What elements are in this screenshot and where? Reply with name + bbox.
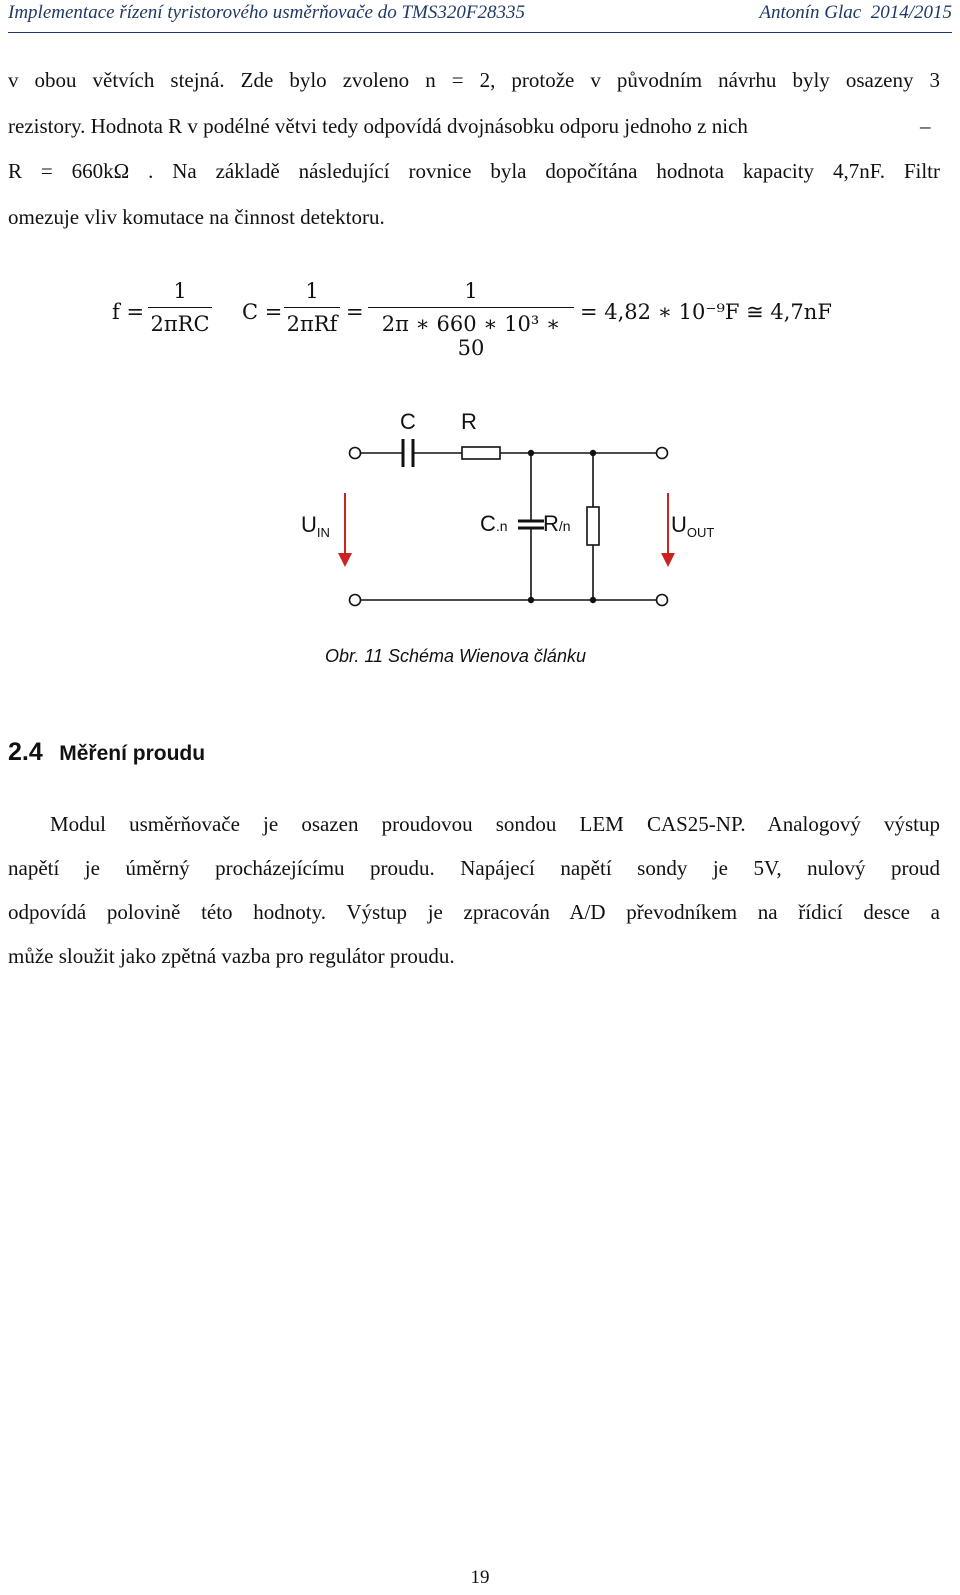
figure-caption: Obr. 11 Schéma Wienova článku [325, 646, 586, 666]
terminal-in-bottom [350, 595, 361, 606]
intro-line-1: v obou větvích stejná. Zde bylo zvoleno n = 2, protože v původním návrhu byly osazeny 3 [8, 68, 940, 92]
terminal-in-top [350, 448, 361, 459]
header-year: 2014/2015 [870, 2, 952, 23]
label-u-out: $U_{OUT}$ [671, 512, 715, 540]
node-top-res [590, 450, 596, 456]
eq-f-fraction [148, 279, 212, 336]
body-line-2: napětí je úměrný procházejícímu proudu. Napájecí napětí sondy je 5V, nulový proud [8, 856, 940, 880]
label-r-n: R/n [543, 511, 571, 536]
header-author-year [759, 2, 952, 24]
series-resistor [462, 447, 500, 459]
intro-line-4: omezuje vliv komutace na činnost detektoru. [8, 205, 385, 229]
label-u-in: $U_{IN}$ [301, 512, 330, 540]
header-author: Antonín Glac [759, 2, 862, 23]
terminal-out-top [657, 448, 668, 459]
header-rule [8, 32, 952, 33]
eq-result: = 4,82 ∗ 10⁻⁹F ≅ 4,7nF [580, 300, 832, 324]
section-number: 2.4 [8, 738, 43, 766]
body-line-3: odpovídá polovině této hodnoty. Výstup je zpracován A/D převodníkem na řídicí desce a [8, 900, 940, 924]
eq-f-numerator: 1 [173, 279, 187, 303]
node-bottom-cap [528, 597, 534, 603]
section-title: Měření proudu [59, 742, 206, 765]
wien-circuit-diagram [0, 395, 960, 625]
eq-c-numerator: 1 [305, 279, 319, 303]
intro-dash: – [920, 114, 931, 138]
eq-c-denominator: 2πRf [286, 312, 338, 336]
eq-c-fraction [284, 279, 340, 336]
eq-numeric-numerator: 1 [464, 279, 478, 303]
label-c: C [400, 409, 416, 434]
eq-f-lhs: f = [112, 300, 145, 324]
capacity-equation [0, 275, 960, 360]
body-line-4: může sloužit jako zpětná vazba pro regulátor proudu. [8, 944, 455, 968]
body-line-1: Modul usměrňovače je osazen proudovou sondou LEM CAS25-NP. Analogový výstup [50, 812, 940, 836]
body-paragraph [8, 812, 940, 982]
terminal-out-bottom [657, 595, 668, 606]
label-c-n: C.n [480, 511, 508, 536]
parallel-resistor [587, 507, 599, 545]
u-in-arrow [338, 493, 352, 567]
eq-numeric-denominator: 2π ∗ 660 ∗ 10³ ∗ 50 [381, 312, 561, 360]
intro-paragraph [8, 68, 940, 238]
page-number: 19 [470, 1567, 490, 1588]
eq-numeric-fraction [368, 279, 574, 360]
node-bottom-res [590, 597, 596, 603]
page-header [8, 2, 952, 32]
node-top-cap [528, 450, 534, 456]
eq-c-lhs: C = [242, 300, 283, 324]
intro-line-3: R = 660kΩ . Na základě následující rovnice byla dopočítána hodnota kapacity 4,7nF. Filtr [8, 159, 940, 183]
eq-equals: = [346, 300, 364, 324]
label-r: R [461, 409, 477, 434]
header-title: Implementace řízení tyristorového usměrňovače do TMS320F28335 [8, 2, 525, 23]
intro-line-2: rezistory. Hodnota R v podélné větvi tedy odpovídá dvojnásobku odporu jednoho z nich [8, 114, 748, 138]
eq-f-denominator: 2πRC [150, 312, 210, 336]
section-heading [8, 738, 205, 767]
